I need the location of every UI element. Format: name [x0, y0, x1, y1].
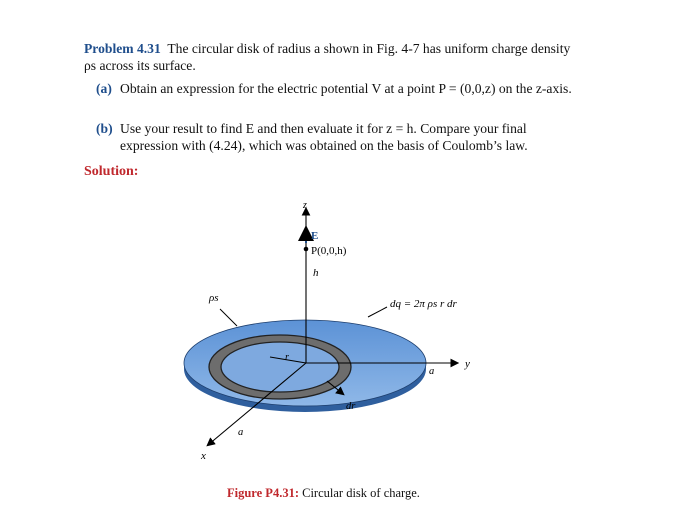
caption-text: Circular disk of charge. [302, 486, 420, 500]
point-label: P(0,0,h) [311, 245, 347, 257]
problem-label: Problem 4.31 [84, 41, 161, 56]
point-p [304, 247, 309, 252]
rho-label: ρs [209, 292, 219, 304]
part-a-text: Obtain an expression for the electric potential V at a point P = (0,0,z) on the z-axis. [120, 81, 572, 96]
part-b-label: (b) [96, 121, 113, 136]
dq-pointer [368, 307, 387, 317]
problem-statement [84, 40, 584, 74]
rho-pointer [220, 309, 237, 326]
radius-label-y: a [429, 366, 435, 377]
disk-figure [175, 195, 495, 470]
y-axis-label: y [465, 358, 470, 370]
height-label: h [313, 267, 319, 279]
r-label: r [285, 352, 289, 363]
part-a [96, 80, 584, 97]
part-a-label: (a) [96, 81, 112, 96]
problem-text: The circular disk of radius a shown in Fig. 4-7 has uniform charge density ρs across its surface. [84, 41, 571, 73]
dq-label: dq = 2π ρs r dr [390, 298, 457, 310]
radius-label-x: a [238, 427, 244, 438]
z-axis-label: z [303, 200, 307, 211]
dr-label: dr [346, 401, 356, 412]
x-axis-label: x [201, 450, 206, 462]
part-b [96, 120, 584, 154]
field-label: E [311, 230, 319, 242]
figure-caption [227, 486, 420, 501]
part-b-text: Use your result to find E and then evaluate it for z = h. Compare your final expression with (4.24), which was obtained on the basis of Coulomb’s law. [120, 121, 528, 153]
caption-label: Figure P4.31: [227, 486, 299, 500]
solution-heading: Solution: [84, 164, 139, 179]
